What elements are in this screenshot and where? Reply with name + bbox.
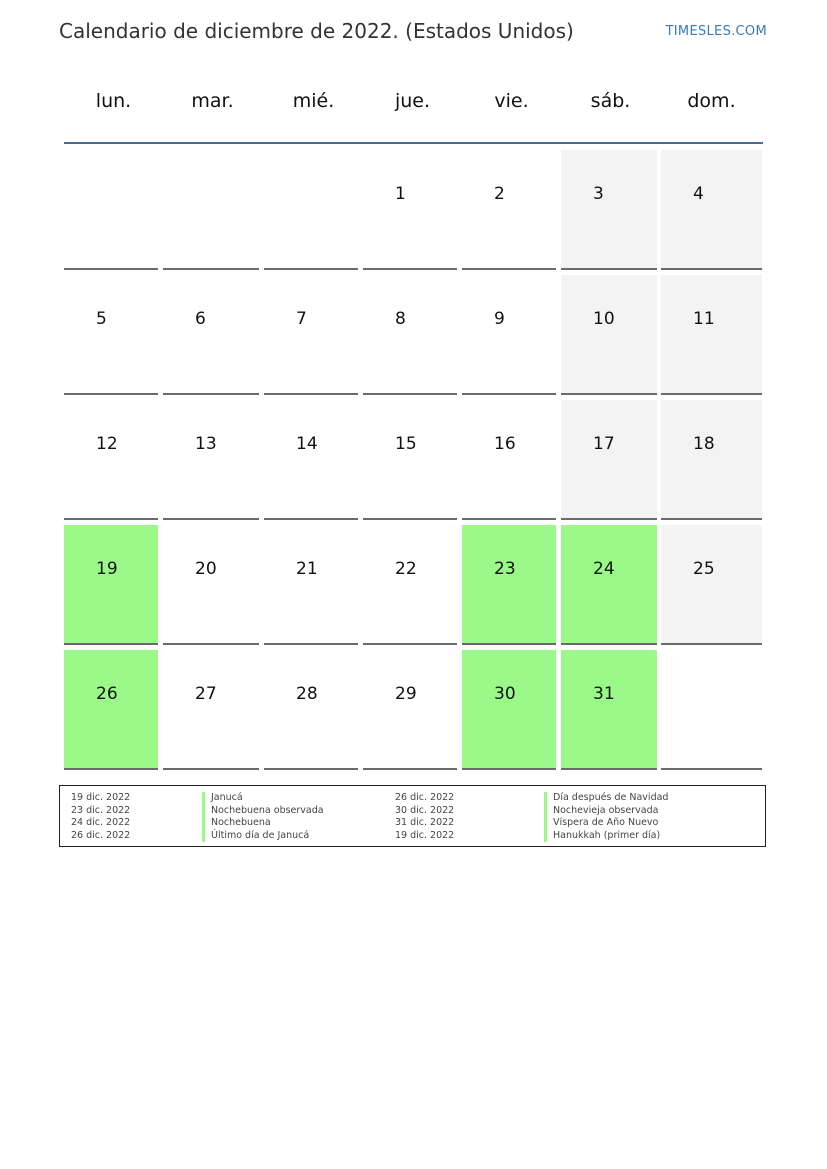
legend-date: 26 dic. 2022	[395, 792, 455, 803]
day-number: 29	[395, 684, 417, 704]
legend-dates-left	[71, 792, 130, 842]
day-number: 3	[593, 184, 604, 204]
day-number: 14	[296, 434, 318, 454]
calendar-day-cell	[462, 275, 556, 395]
calendar-day-cell	[163, 650, 259, 770]
calendar-day-cell	[462, 150, 556, 270]
legend-date: 26 dic. 2022	[71, 829, 131, 841]
day-number: 26	[96, 684, 118, 704]
day-number: 13	[195, 434, 217, 454]
calendar-day-cell	[64, 275, 158, 395]
calendar-day-cell	[363, 400, 457, 520]
legend-holiday-name: Nochebuena	[202, 817, 324, 830]
day-number: 6	[195, 309, 206, 329]
calendar-day-cell	[561, 400, 657, 520]
calendar-day-cell	[264, 650, 358, 770]
empty-day-cell	[661, 650, 762, 770]
calendar-day-cell	[363, 525, 457, 645]
calendar-day-cell	[661, 400, 762, 520]
weekday-label: dom.	[687, 90, 736, 112]
page-title: Calendario de diciembre de 2022. (Estados Unidos)	[59, 19, 574, 43]
calendar-day-cell	[264, 275, 358, 395]
empty-day-cell	[163, 150, 259, 270]
legend-dates-right	[395, 792, 454, 842]
empty-day-cell	[64, 150, 158, 270]
day-number: 18	[693, 434, 715, 454]
calendar-day-cell	[561, 150, 657, 270]
weekday-label: vie.	[494, 90, 529, 112]
holiday-legend	[59, 785, 766, 847]
legend-date: 19 dic. 2022	[71, 792, 131, 803]
day-number: 16	[494, 434, 516, 454]
calendar-day-cell	[363, 275, 457, 395]
day-number: 28	[296, 684, 318, 704]
weekday-label: lun.	[95, 90, 132, 112]
weekday-label: sáb.	[590, 90, 631, 112]
day-number: 21	[296, 559, 318, 579]
day-number: 25	[693, 559, 715, 579]
day-number: 30	[494, 684, 516, 704]
legend-date: 30 dic. 2022	[395, 804, 455, 816]
legend-holiday-name: Día después de Navidad	[544, 792, 668, 805]
calendar-day-cell	[363, 150, 457, 270]
calendar-day-cell	[561, 275, 657, 395]
legend-date: 23 dic. 2022	[71, 804, 131, 816]
legend-holiday-name: Nochebuena observada	[202, 805, 324, 818]
day-number: 31	[593, 684, 615, 704]
day-number: 4	[693, 184, 704, 204]
calendar-day-cell	[264, 400, 358, 520]
brand-link[interactable]: TIMESLES.COM	[665, 24, 767, 39]
day-number: 27	[195, 684, 217, 704]
calendar-day-cell	[163, 525, 259, 645]
empty-day-cell	[264, 150, 358, 270]
day-number: 15	[395, 434, 417, 454]
legend-holiday-name: Nochevieja observada	[544, 805, 668, 818]
calendar-day-cell	[64, 650, 158, 770]
legend-date: 24 dic. 2022	[71, 817, 131, 829]
calendar-day-cell	[363, 650, 457, 770]
day-number: 8	[395, 309, 406, 329]
calendar-day-cell	[462, 525, 556, 645]
day-number: 24	[593, 559, 615, 579]
legend-names-right	[544, 792, 668, 842]
calendar-day-cell	[661, 525, 762, 645]
calendar-day-cell	[462, 400, 556, 520]
legend-holiday-name: Víspera de Año Nuevo	[544, 817, 668, 830]
day-number: 20	[195, 559, 217, 579]
day-number: 23	[494, 559, 516, 579]
calendar-day-cell	[64, 525, 158, 645]
day-number: 11	[693, 309, 715, 329]
legend-holiday-name: Janucá	[202, 792, 324, 805]
day-number: 5	[96, 309, 107, 329]
calendar-day-cell	[561, 650, 657, 770]
calendar-day-cell	[163, 275, 259, 395]
day-number: 12	[96, 434, 118, 454]
day-number: 19	[96, 559, 118, 579]
day-number: 9	[494, 309, 505, 329]
legend-holiday-name: Hanukkah (primer día)	[544, 830, 668, 843]
weekday-label: jue.	[394, 90, 431, 112]
day-number: 17	[593, 434, 615, 454]
day-number: 1	[395, 184, 406, 204]
legend-holiday-name: Último día de Janucá	[202, 830, 324, 843]
calendar-day-cell	[661, 150, 762, 270]
weekday-label: mar.	[191, 90, 234, 112]
calendar-day-cell	[64, 400, 158, 520]
calendar-day-cell	[163, 400, 259, 520]
calendar-day-cell	[561, 525, 657, 645]
day-number: 2	[494, 184, 505, 204]
legend-names-left	[202, 792, 324, 842]
day-number: 22	[395, 559, 417, 579]
calendar-day-cell	[264, 525, 358, 645]
calendar-day-cell	[661, 275, 762, 395]
day-number: 7	[296, 309, 307, 329]
calendar-day-cell	[462, 650, 556, 770]
day-number: 10	[593, 309, 615, 329]
legend-date: 31 dic. 2022	[395, 817, 455, 829]
weekday-label: mié.	[292, 90, 335, 112]
legend-date: 19 dic. 2022	[395, 829, 455, 841]
